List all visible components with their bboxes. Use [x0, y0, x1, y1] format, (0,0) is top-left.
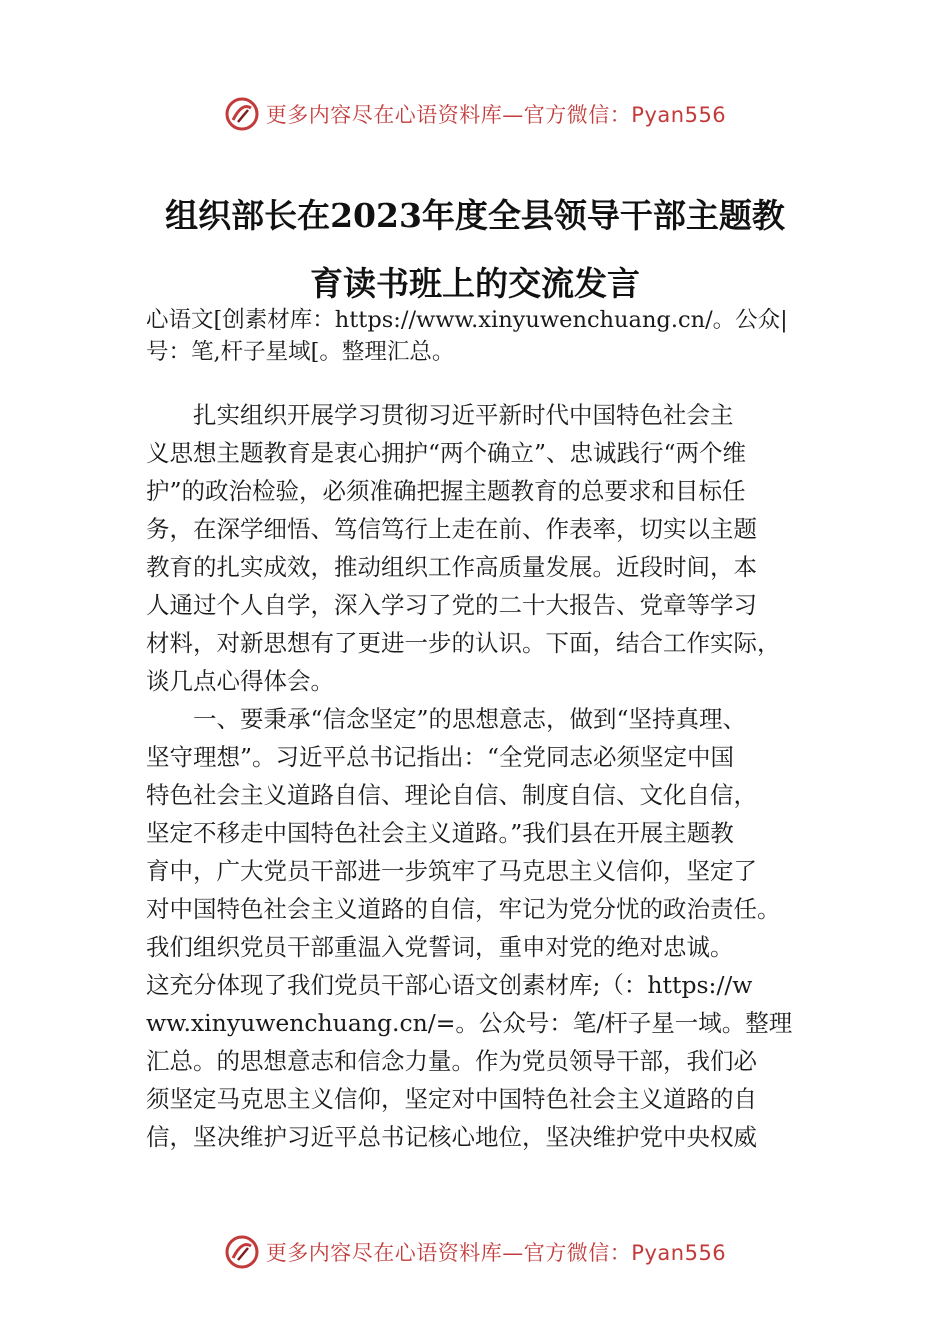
source-line: 心语文[创素材库：https://www.xinyuwenchuang.cn/。公众|: [146, 307, 788, 333]
body-line: 育中，广大党员干部进一步筑牢了马克思主义信仰，坚定了: [146, 857, 757, 885]
body-line: 护”的政治检验，必须准确把握主题教育的总要求和目标任: [146, 477, 746, 505]
document-title-line-2: 育读书班上的交流发言: [310, 264, 640, 303]
body-line: 扎实组织开展学习贯彻习近平新时代中国特色社会主: [146, 401, 734, 429]
body-line: 义思想主题教育是衷心拥护“两个确立”、忠诚践行“两个维: [146, 439, 747, 467]
body-line: 坚守理想”。习近平总书记指出：“全党同志必须坚定中国: [146, 743, 735, 771]
body-line: 人通过个人自学，深入学习了党的二十大报告、党章等学习: [146, 591, 757, 619]
header-banner: [0, 94, 950, 134]
library-logo-icon: [224, 1234, 260, 1270]
body-line: 务，在深学细悟、笃信笃行上走在前、作表率，切实以主题: [146, 515, 757, 543]
body-line: 特色社会主义道路自信、理论自信、制度自信、文化自信，: [146, 781, 757, 809]
document-title-line-1: 组织部长在2023年度全县领导干部主题教: [165, 196, 785, 235]
body-line: 须坚定马克思主义信仰，坚定对中国特色社会主义道路的自: [146, 1085, 757, 1113]
body-line: 谈几点心得体会。: [146, 667, 334, 695]
body-line: 我们组织党员干部重温入党誓词，重申对党的绝对忠诚。: [146, 933, 734, 961]
body-line: 信，坚决维护习近平总书记核心地位，坚决维护党中央权威: [146, 1123, 757, 1151]
body-line: 材料，对新思想有了更进一步的认识。下面，结合工作实际，: [146, 629, 781, 657]
body-line: 一、要秉承“信念坚定”的思想意志，做到“坚持真理、: [146, 705, 747, 733]
body-line: 汇总。的思想意志和信念力量。作为党员领导干部，我们必: [146, 1047, 757, 1075]
body-line: 对中国特色社会主义道路的自信，牢记为党分忧的政治责任。: [146, 895, 781, 923]
body-line: 这充分体现了我们党员干部心语文创素材库;（：https://w: [146, 971, 753, 999]
body-line: 教育的扎实成效，推动组织工作高质量发展。近段时间，本: [146, 553, 757, 581]
banner-text: 更多内容尽在心语资料库—官方微信：Pyan556: [265, 1241, 727, 1265]
body-line: ww.xinyuwenchuang.cn/=。公众号：笔/杆子星一域。整理: [146, 1009, 793, 1037]
banner-text: 更多内容尽在心语资料库—官方微信：Pyan556: [265, 103, 727, 127]
body-line: 坚定不移走中国特色社会主义道路。”我们县在开展主题教: [146, 819, 734, 847]
library-logo-icon: [224, 96, 260, 132]
source-line: 号：笔,杆子星域[。整理汇总。: [146, 339, 455, 365]
footer-banner: [0, 1232, 950, 1272]
